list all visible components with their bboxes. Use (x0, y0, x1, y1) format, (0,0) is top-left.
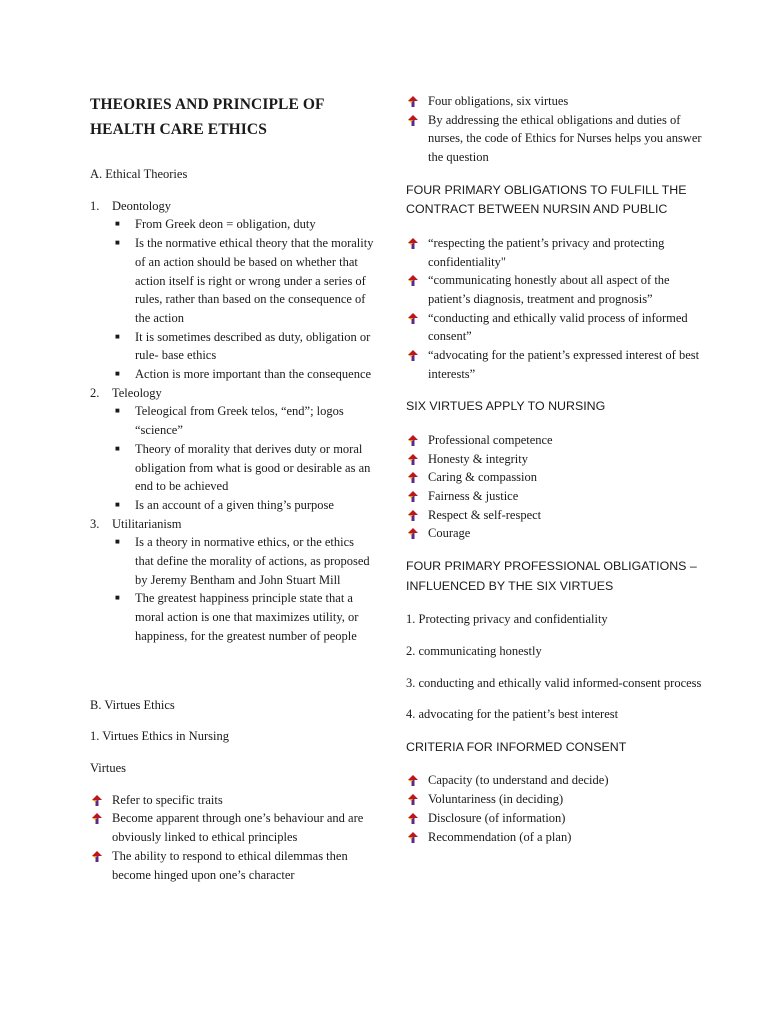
arrow-bullet-icon (406, 828, 428, 846)
title-line-2: HEALTH CARE ETHICS (90, 121, 267, 138)
list-item: Courage (406, 524, 706, 543)
list-item: Disclosure (of information) (406, 809, 706, 828)
list-item: ■ Action is more important than the consequence (115, 365, 375, 384)
arrow-bullet-icon (406, 346, 428, 364)
theory-number: 3. (90, 516, 100, 531)
arrow-bullet-icon (406, 92, 428, 110)
square-bullet-icon: ■ (115, 537, 120, 547)
theory-name: Deontology (112, 198, 172, 213)
arrow-bullet-icon (406, 450, 428, 468)
square-bullet-icon: ■ (115, 443, 120, 453)
arrow-bullet-icon (406, 431, 428, 449)
arrow-bullet-icon (406, 771, 428, 789)
virtues-nursing-heading: 1. Virtues Ethics in Nursing (90, 729, 229, 744)
professional-item: 2. communicating honestly (406, 643, 542, 658)
list-item: “conducting and ethically valid process of informed consent” (406, 309, 706, 346)
list-item: ■ Is a theory in normative ethics, or the ethics that define the morality of actions, as proposed by Jeremy Bentham and John Stuart Mill (115, 533, 375, 589)
list-item: By addressing the ethical obligations and duties of nurses, the code of Ethics for Nurses helps you answer the question (406, 111, 706, 167)
square-bullet-icon: ■ (115, 499, 120, 509)
document-title (90, 92, 375, 142)
list-item: ■ Theory of morality that derives duty or moral obligation from what is good or desirable as an end to be achieved (115, 440, 375, 496)
list-item: ■ From Greek deon = obligation, duty (115, 215, 375, 234)
arrow-bullet-icon (406, 506, 428, 524)
square-bullet-icon: ■ (115, 369, 120, 379)
theory-number: 2. (90, 385, 100, 400)
left-column (90, 92, 375, 884)
arrow-bullet-icon (90, 847, 112, 865)
arrow-bullet-icon (406, 271, 428, 289)
professional-item: 4. advocating for the patient’s best interest (406, 707, 619, 722)
professional-item: 3. conducting and ethically valid informed-consent process (406, 675, 702, 690)
arrow-bullet-icon (406, 487, 428, 505)
list-item: ■ Is an account of a given thing’s purpose (115, 496, 375, 515)
theory-points (90, 402, 375, 514)
theory-utilitarianism (90, 515, 375, 646)
arrow-bullet-icon (406, 234, 428, 252)
list-item: Professional competence (406, 431, 706, 450)
arrow-bullet-icon (406, 790, 428, 808)
theory-name: Teleology (112, 385, 162, 400)
list-item: Honesty & integrity (406, 450, 706, 469)
obligations-heading: FOUR PRIMARY OBLIGATIONS TO FULFILL THE CONTRACT BETWEEN NURSIN AND PUBLIC (406, 182, 687, 217)
virtues-label: Virtues (90, 760, 127, 775)
list-item: Refer to specific traits (90, 791, 375, 810)
list-item: The ability to respond to ethical dilemmas then become hinged upon one’s character (90, 847, 375, 884)
arrow-bullet-icon (406, 809, 428, 827)
list-item: ■ Teleogical from Greek telos, “end”; logos “science” (115, 402, 375, 439)
obligations-list (406, 234, 706, 384)
six-virtues-list (406, 431, 706, 543)
list-item: “advocating for the patient’s expressed interest of best interests” (406, 346, 706, 383)
square-bullet-icon: ■ (115, 238, 120, 248)
square-bullet-icon: ■ (115, 406, 120, 416)
theory-deontology (90, 197, 375, 384)
virtues-list (90, 791, 375, 885)
list-item: Capacity (to understand and decide) (406, 771, 706, 790)
list-item: Recommendation (of a plan) (406, 828, 706, 847)
list-item: Fairness & justice (406, 487, 706, 506)
section-b-heading: B. Virtues Ethics (90, 697, 175, 712)
square-bullet-icon: ■ (115, 331, 120, 341)
list-item: Become apparent through one’s behaviour and are obviously linked to ethical principles (90, 809, 375, 846)
professional-item: 1. Protecting privacy and confidentiality (406, 612, 608, 627)
list-item: ■ The greatest happiness principle state that a moral action is one that maximizes utility, or happiness, for the greatest number of people (115, 589, 375, 645)
arrow-bullet-icon (406, 111, 428, 129)
list-item: Caring & compassion (406, 468, 706, 487)
list-item: “respecting the patient’s privacy and protecting confidentiality" (406, 234, 706, 271)
consent-heading: CRITERIA FOR INFORMED CONSENT (406, 739, 627, 754)
list-item: Voluntariness (in deciding) (406, 790, 706, 809)
theory-teleology (90, 384, 375, 515)
square-bullet-icon: ■ (115, 593, 120, 603)
theory-points (90, 533, 375, 645)
right-column (406, 92, 706, 846)
list-item: Respect & self-respect (406, 506, 706, 525)
list-item: ■ It is sometimes described as duty, obligation or rule- base ethics (115, 328, 375, 365)
theory-name: Utilitarianism (112, 516, 182, 531)
professional-heading: FOUR PRIMARY PROFESSIONAL OBLIGATIONS – INFLUENCED BY THE SIX VIRTUES (406, 559, 697, 593)
arrow-bullet-icon (406, 468, 428, 486)
arrow-bullet-icon (406, 309, 428, 327)
title-line-1: THEORIES AND PRINCIPLE OF (90, 96, 325, 113)
virtues-heading: SIX VIRTUES APPLY TO NURSING (406, 399, 606, 414)
intro-list (406, 92, 706, 167)
list-item: Four obligations, six virtues (406, 92, 706, 111)
arrow-bullet-icon (90, 809, 112, 827)
list-item: ■ Is the normative ethical theory that the morality of an action should be based on whether that action itself is right or wrong under a series of rules, rather than based on the consequence of the action (115, 234, 375, 328)
theory-points (90, 215, 375, 383)
section-a-heading: A. Ethical Theories (90, 167, 188, 181)
arrow-bullet-icon (406, 524, 428, 542)
list-item: “communicating honestly about all aspect of the patient’s diagnosis, treatment and prognosis” (406, 271, 706, 308)
square-bullet-icon: ■ (115, 219, 120, 229)
consent-list (406, 771, 706, 846)
arrow-bullet-icon (90, 791, 112, 809)
theory-number: 1. (90, 198, 100, 213)
